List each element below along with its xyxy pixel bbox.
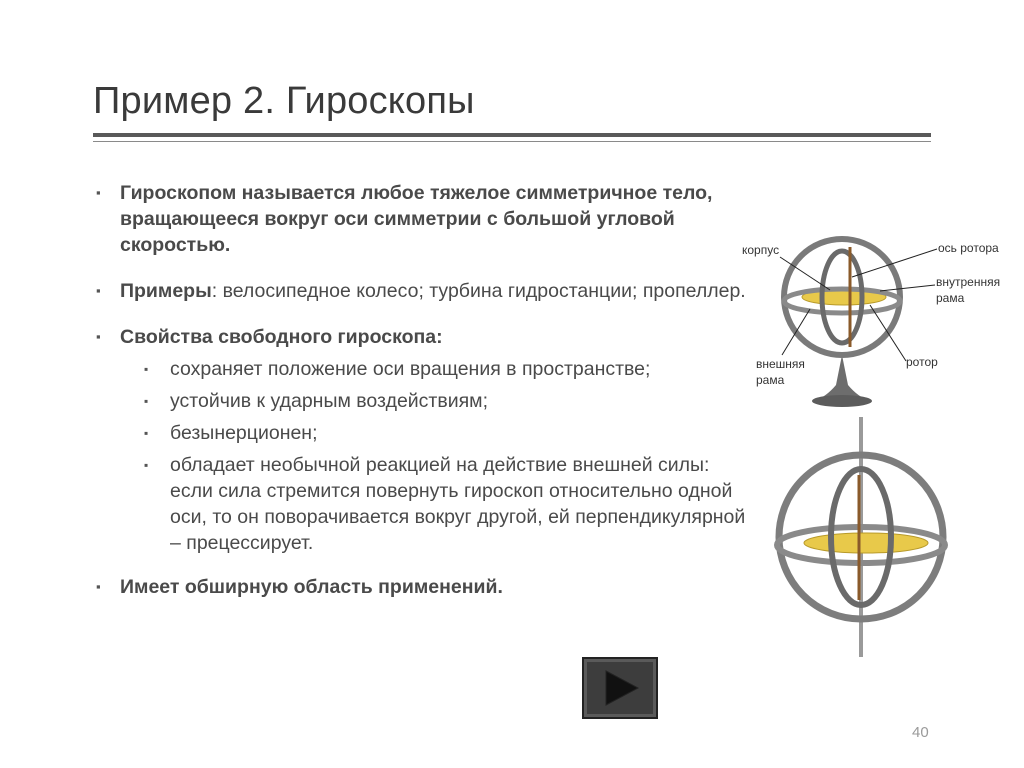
sub-bullet-text: обладает необычной реакцией на действие внешней силы: если сила стремится повернуть гироскоп относительно одной оси, то он поворачивается вокруг другой, ей перпендикулярной – прецессирует.	[170, 454, 746, 554]
sub-bullet-marker: ▪	[144, 362, 149, 376]
slide-content	[96, 180, 756, 600]
bullet-definition	[96, 180, 756, 258]
label-inner-frame-2: рама	[936, 291, 965, 305]
gyroscope-plain	[777, 417, 945, 657]
bullet-marker: ▪	[96, 283, 101, 298]
slide-title: Пример 2. Гироскопы	[93, 80, 475, 122]
bullet-examples-label: Примеры	[120, 280, 212, 302]
label-outer-frame-1: внешняя	[756, 357, 805, 371]
sub-bullet	[144, 420, 756, 446]
sub-bullet-text: сохраняет положение оси вращения в пространстве;	[170, 358, 651, 380]
page-number: 40	[912, 724, 929, 741]
sub-bullet-marker: ▪	[144, 426, 149, 440]
bullet-marker: ▪	[96, 579, 101, 594]
bullet-examples-text: : велосипедное колесо; турбина гидростанции; пропеллер.	[211, 280, 746, 302]
sub-bullet-text: безынерционен;	[170, 422, 318, 444]
label-rotor-axis: ось ротора	[938, 241, 999, 255]
gyroscope-diagram	[730, 225, 1020, 665]
bullet-properties	[96, 324, 756, 350]
play-icon	[584, 659, 656, 717]
sub-bullet-text: устойчив к ударным воздействиям;	[170, 390, 488, 412]
label-rotor: ротор	[906, 355, 938, 369]
gyroscope-figure	[730, 225, 1020, 670]
bullet-applications-text: Имеет обширную область применений.	[120, 576, 503, 598]
bullet-examples	[96, 278, 756, 304]
stand-icon	[814, 355, 870, 401]
bullet-marker: ▪	[96, 329, 101, 344]
bullet-properties-heading: Свойства свободного гироскопа:	[120, 326, 443, 348]
bullet-applications	[96, 574, 756, 600]
label-outer-frame-2: рама	[756, 373, 785, 387]
label-body: корпус	[742, 243, 780, 257]
sub-bullet-marker: ▪	[144, 458, 149, 472]
label-inner-frame-1: внутренняя	[936, 275, 1001, 289]
bullet-definition-text: Гироскопом называется любое тяжелое симметричное тело, вращающееся вокруг оси симметрии с большой угловой скоростью.	[120, 182, 713, 256]
title-divider-thin	[93, 141, 931, 142]
play-button[interactable]	[582, 657, 658, 719]
sub-bullet	[144, 452, 756, 556]
sub-bullet	[144, 356, 756, 382]
sub-bullet	[144, 388, 756, 414]
title-divider	[93, 133, 931, 137]
gyroscope-labeled	[780, 239, 937, 407]
bullet-marker: ▪	[96, 185, 101, 200]
sub-bullet-marker: ▪	[144, 394, 149, 408]
gyro-rotor	[804, 533, 928, 553]
